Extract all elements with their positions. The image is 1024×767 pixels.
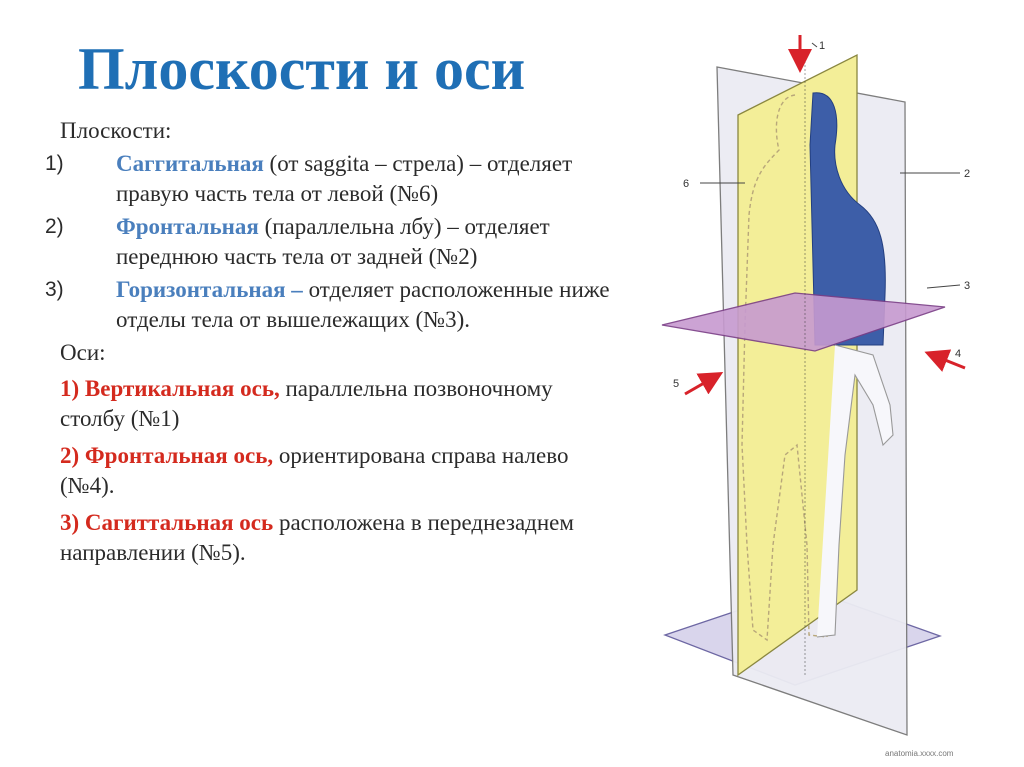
label-4: 4: [955, 348, 962, 360]
content-text: [40, 116, 620, 575]
page-title: Плоскости и оси: [78, 36, 526, 102]
image-credit: anatomia.xxxx.com: [885, 749, 954, 758]
plane-item-sagittal: [40, 149, 620, 209]
plane-description: (параллельна лбу) – отделяет переднюю часть тела от задней (№2): [116, 214, 550, 269]
list-number: 3): [45, 278, 64, 301]
label-6: 6: [683, 178, 690, 190]
list-number: 1): [45, 152, 64, 175]
axes-heading: Оси:: [60, 340, 106, 365]
axis-description: ориентирована справа налево (№4).: [60, 443, 569, 498]
axis-item-vertical: [40, 374, 620, 434]
label-3: 3: [964, 280, 971, 292]
plane-description: (от saggita – стрела) – отделяет правую часть тела от левой (№6): [116, 151, 573, 206]
axis-name: 3) Сагиттальная ось: [60, 510, 274, 535]
axis-description: параллельна позвоночному столбу (№1): [60, 376, 553, 431]
sagittal-axis-arrow: [685, 375, 718, 394]
plane-name: Саггитальная: [116, 151, 264, 176]
plane-description: отделяет расположенные ниже отделы тела от вышележащих (№3).: [116, 277, 610, 332]
label-1: 1: [819, 40, 826, 52]
body-planes-illustration: [645, 25, 995, 760]
axis-name: 1) Вертикальная ось,: [60, 376, 280, 401]
plane-name: Фронтальная: [116, 214, 259, 239]
axis-item-sagittal: [40, 508, 620, 568]
axis-item-frontal: [40, 441, 620, 501]
leader-line: [927, 285, 960, 288]
planes-heading: Плоскости:: [60, 118, 172, 143]
leader-line: [812, 43, 817, 47]
plane-item-frontal: [40, 212, 620, 272]
axis-name: 2) Фронтальная ось,: [60, 443, 274, 468]
list-number: 2): [45, 215, 64, 238]
plane-name: Горизонтальная –: [116, 277, 303, 302]
axis-description: расположена в переднезаднем направлении (№5).: [60, 510, 574, 565]
label-5: 5: [673, 378, 680, 390]
label-2: 2: [964, 168, 971, 180]
plane-item-horizontal: [40, 275, 620, 335]
